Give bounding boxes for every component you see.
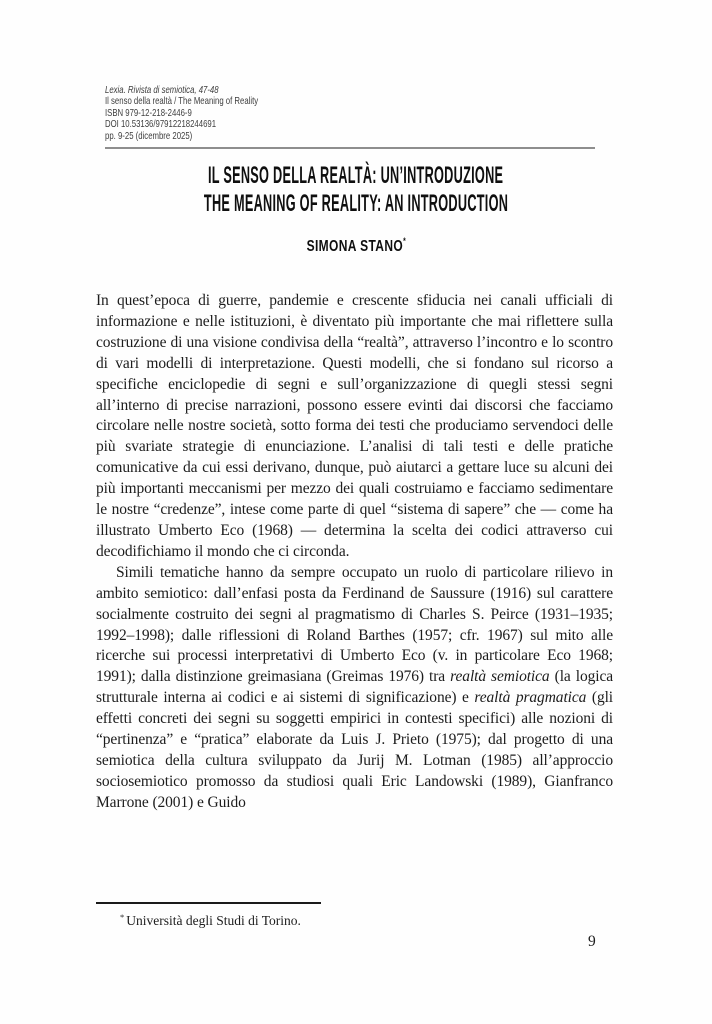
- footnote-divider-rule: [96, 902, 321, 904]
- issue-title-line: Il senso della realtà / The Meaning of Reality: [105, 95, 259, 108]
- article-title: [0, 162, 712, 218]
- footnote-marker: *: [120, 912, 125, 922]
- author-name: SIMONA STANO: [306, 238, 403, 255]
- article-title-english: THE MEANING OF REALITY: AN INTRODUCTION: [203, 190, 509, 217]
- pages-line: pp. 9-25 (dicembre 2025): [105, 129, 193, 142]
- paragraph2-italic-term: realtà semiotica: [450, 668, 550, 686]
- page-number: 9: [588, 933, 596, 950]
- paragraph2-segment: (la logica strutturale interna ai codici e ai sistemi di significazione) e: [96, 668, 614, 707]
- paragraph2-italic-term: realtà pragmatica: [474, 689, 587, 707]
- article-body: [96, 291, 613, 814]
- journal-name-line: Lexia. Rivista di semiotica, 47-48: [105, 84, 219, 96]
- body-paragraph-1: In quest’epoca di guerre, pandemie e crescente sfiducia nei canali ufficiali di informazione e nelle istituzioni, è diventato più importante che mai riflettere sulla costruzione di una visione condivisa della “realtà”, attraverso l’incontro e lo scontro di vari modelli di interpretazione. Questi modelli, che si fondano sul ricorso a specifiche enciclopedie di segni e sull’organizzazione di quegli stessi segni all’interno di precise narrazioni, possono essere evinti dai discorsi che facciamo circolare nelle nostre società, sotto forma dei testi che produciamo servendoci delle più svariate strategie di enunciazione. L’analisi di tali testi e delle pratiche comunicative da cui essi derivano, dunque, può aiutarci a gettare luce su alcuni dei più importanti meccanismi per mezzo dei quali costruiamo e facciamo sedimentare le nostre “credenze”, intese come parte di quel “sistema di sapere” che — come ha illustrato Umberto Eco (1968) — determina la scelta dei codici attraverso cui decodifichiamo il mondo che ci circonda.: [96, 292, 613, 560]
- footnote-text: Università degli Studi di Torino.: [126, 913, 301, 928]
- doi-line: DOI 10.53136/97912218244691: [105, 118, 217, 131]
- author-line: [0, 236, 712, 256]
- header-divider-rule: [105, 147, 595, 149]
- paragraph2-segment: (gli effetti concreti dei segni su soggetti empirici in contesti specifici) alle nozioni di “pertinenza” e “pratica” elaborate da Luis J. Prieto (1975); dal progetto di una semiotica della cultura sviluppato da Jurij M. Lotman (1985) all’approccio sociosemiotico promosso da studiosi quali Eric Landowski (1989), Gianfranco Marrone (2001) e Guido: [96, 689, 614, 811]
- author-footnote-marker: *: [402, 236, 406, 246]
- journal-header: [105, 85, 312, 142]
- footnote: [96, 909, 613, 929]
- article-title-italian: IL SENSO DELLA REALTÀ: UN’INTRODUZIONE: [208, 162, 504, 189]
- isbn-line: ISBN 979-12-218-2446-9: [105, 106, 192, 119]
- paragraph2-segment: Simili tematiche hanno da sempre occupato un ruolo di particolare rilievo in ambito semiotico: dall’enfasi posta da Ferdinand de Saussure (1916) sul carattere socialmente costruito dei segni al pragmatismo di Charles S. Peirce (1931–1935; 1992–1998); dalle riflessioni di Roland Barthes (1957; cfr. 1967) sul mito alle ricerche sui processi interpretativi di Umberto Eco (v. in particolare Eco 1968; 1991); dalla distinzione greimasiana (Greimas 1976) tra: [96, 563, 613, 686]
- body-paragraph-2: [96, 563, 613, 814]
